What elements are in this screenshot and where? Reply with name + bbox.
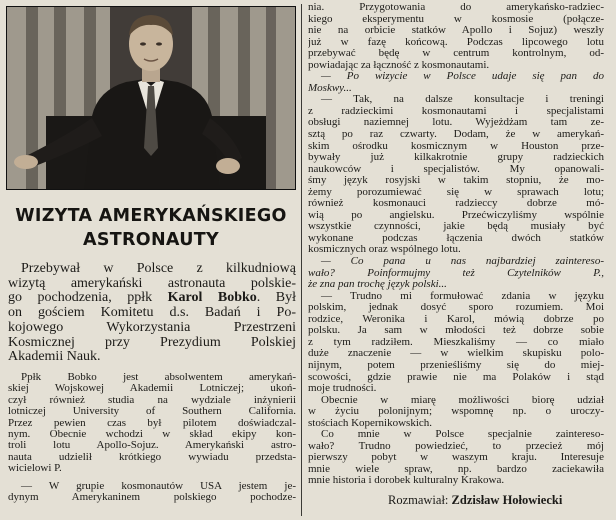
body-line: — Po wizycie w Polsce udaje się pan do xyxy=(321,71,604,83)
astronaut-name: Karol Bobko xyxy=(167,291,257,306)
astronaut-photo xyxy=(6,6,296,190)
body-line: moje trudności. xyxy=(308,383,377,395)
body-line: że zna pan trochę język polski... xyxy=(308,279,447,291)
lead-line: wizytą amerykański astronauta polskie- xyxy=(8,276,296,291)
body-line: polskim, jednak dosyć sporo rozumiem. Moi xyxy=(308,302,604,314)
body-line: Przez pewien czas był pilotem doświadczal- xyxy=(8,417,296,429)
body-line: duże znaczenie — w wielkim skupisku polo- xyxy=(308,348,604,360)
body-line: skiej Wojskowej Akademii Lotniczej; ukoń- xyxy=(8,383,296,395)
lead-line: kojowego Wykorzystania Przestrzeni xyxy=(8,320,296,335)
article-headline xyxy=(4,204,298,252)
body-line: pierwszy pobyt w waszym kraju. Interesuje xyxy=(308,452,604,464)
body-line: nauta udzielił krótkiego wywiadu przedsta- xyxy=(8,451,296,463)
byline-author: Zdzisław Hołowiecki xyxy=(451,493,563,507)
body-line: czył również studia na wydziale inżynierii xyxy=(8,394,296,406)
body-line: — W grupie kosmonautów USA jestem je- xyxy=(21,480,296,492)
body-line: również kosmonauci radzieccy dobrze mó- xyxy=(308,198,604,210)
body-line: Moskwy... xyxy=(308,82,352,94)
body-line: Obecnie w miarę możliwości biorę udział xyxy=(321,394,604,406)
body-line: wicielowi P. xyxy=(8,463,62,475)
lead-line-with-name: go pochodzenia, ppłk Karol Bobko. Był xyxy=(8,291,296,306)
article-lead xyxy=(8,262,296,365)
body-line: sztą po raz czwarty. Dodam, że w amerykań- xyxy=(308,129,604,141)
body-line: z radzieckimi kosmonautami i specjalistami xyxy=(308,105,604,117)
body-line: powiadając za łączność z kosmonautami. xyxy=(308,59,490,71)
body-line: polsku. Ja sam w młodości też dobrze sobie xyxy=(308,325,604,337)
body-line: z tym radziłem. Mieszkaliśmy — co miało xyxy=(308,336,604,348)
body-line: rodzice, Weronika i Karol, mówią dobrze po xyxy=(308,313,604,325)
body-line: lotniczej University of Southern California. xyxy=(8,406,296,418)
body-line: Co mnie w Polsce specjalnie zaintereso- xyxy=(321,429,604,441)
body-line: wykonane podczas łączenia dwóch statków xyxy=(308,232,604,244)
body-line: nia. Przygotowania do amerykańsko-radziec- xyxy=(308,2,604,13)
byline-label: Rozmawiał: xyxy=(388,493,449,507)
body-line: wało? Poinformujmy też Czytelników P., xyxy=(308,267,604,279)
body-line: obsługi naziemnej lotu. Wyjeżdżam tam ze- xyxy=(308,117,604,129)
body-line: śmy język rosyjski w takim stopniu, że mo- xyxy=(308,175,604,187)
body-line: — Trudno mi formułować zdania w języku xyxy=(321,290,604,302)
body-line: nijnym, potem przenieśliśmy się do miej- xyxy=(308,359,604,371)
lead-line: on gościem Komitetu d.s. Badań i Po- xyxy=(8,306,296,321)
body-line: dynym Amerykaninem polskiego pochodze- xyxy=(8,492,296,504)
body-line: troli lotu Apollo-Sojuz. Amerykański astro- xyxy=(8,440,296,452)
article-body-left xyxy=(8,372,296,503)
byline xyxy=(388,493,608,508)
lead-line: Kosmicznej przy Prezydium Polskiej xyxy=(8,335,296,350)
body-line: scowości, gdzie prawie nie ma Polaków i stąd xyxy=(308,371,604,383)
body-line: kosmicznych oraz wspólnego lotu. xyxy=(308,244,461,256)
body-line: — Tak, na dalsze konsultacje i treningi xyxy=(321,94,604,106)
body-line: naukowców i specjalistów. My opanowali- xyxy=(308,163,604,175)
column-divider xyxy=(301,4,302,516)
body-line: wszystkie czynności, jakie będą musiały być xyxy=(308,221,604,233)
headline-line-1: WIZYTA AMERYKAŃSKIEGO xyxy=(15,206,287,226)
body-line: Ppłk Bobko jest absolwentem amerykań- xyxy=(21,372,296,383)
body-line: wało? Trudno powiedzieć, to przecież mój xyxy=(308,440,604,452)
body-line: przebywać będę w centrum kontrolnym, od- xyxy=(308,48,604,60)
headline-line-2: ASTRONAUTY xyxy=(83,230,219,250)
body-line: mnie historia i dorobek kulturalny Krakowa. xyxy=(308,475,505,487)
lead-line: Przebywał w Polsce z kilkudniową xyxy=(21,262,296,276)
lead-line: Akademii Nauk. xyxy=(8,350,101,365)
body-line: wią po angielsku. Przećwiczyliśmy wspólnie xyxy=(308,209,604,221)
body-line: żemy porozumiewać się w sprawach lotu; xyxy=(308,186,604,198)
body-line: nym. Obecnie wchodzi w skład ekipy kon- xyxy=(8,429,296,441)
body-line: bywały już kilkakrotnie grupy radzieckich xyxy=(308,152,604,164)
body-line: kiego eksperymentu w kosmosie (połącze- xyxy=(308,13,604,25)
body-line: nie na orbicie statków Apollo i Sojuz) weszły xyxy=(308,25,604,37)
body-line: skim ośrodku kosmicznym w Houston prze- xyxy=(308,140,604,152)
body-line: już w fazę końcową. Podczas lipcowego lotu xyxy=(308,36,604,48)
body-line: w życiu polonijnym; wspomnę np. o uroczy- xyxy=(308,406,604,418)
body-line: stościach Kopernikowskich. xyxy=(308,417,433,429)
article-body-right xyxy=(308,2,604,487)
body-line: — Co pana u nas najbardziej zaintereso- xyxy=(321,256,604,268)
body-line: mnie wiele spraw, np. bardzo zaciekawiła xyxy=(308,463,604,475)
